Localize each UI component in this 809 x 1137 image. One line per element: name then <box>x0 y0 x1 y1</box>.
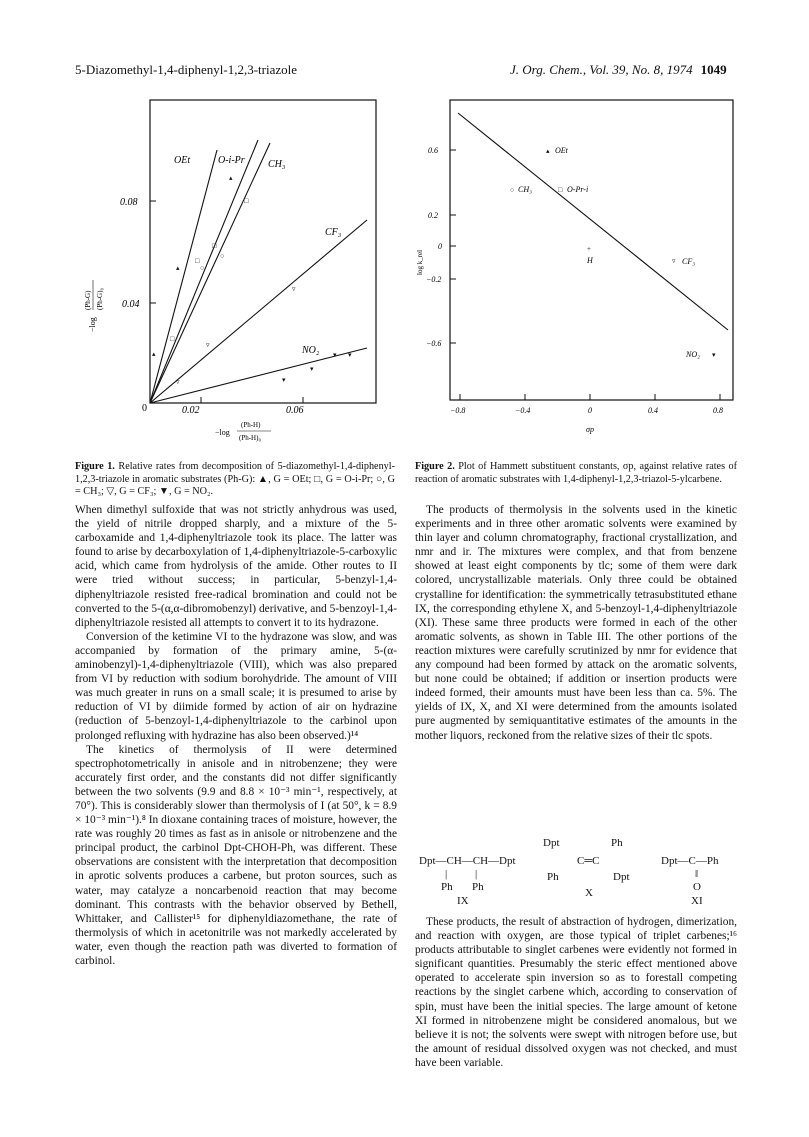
fig1-label-oipr: O-i-Pr <box>218 155 245 166</box>
fig2-label-h: H <box>587 256 593 265</box>
fig2-point: ○ <box>510 186 515 194</box>
paragraph: These products, the result of abstraction of hydrogen, dimerization, and reaction with oxygen, are those typical of triplet carbenes;¹⁶ products attributable to singlet carbenes were evidently not formed in significant quantities. Presumably the steric effect mentioned above operated to accelerate spin inversion so as to forestall competing reactions by the singlet carbene which, according to conservation of spin, must have been the initial species. The large amount of ketone XI formed in nitrobenzene might be considered anomalous, but we believe it is not; the solvents were swept with nitrogen before use, but the amount of residual dissolved oxygen was not checked, and must have been variable. <box>415 916 737 1069</box>
x-label: X <box>585 887 593 899</box>
fig1-xlabel-prefix: −log <box>215 428 230 437</box>
x-dpt-1: Dpt <box>543 837 560 849</box>
fig1-point: ▴ <box>229 174 233 182</box>
fig2-regression-line <box>458 113 728 330</box>
fig2-caption-label: Figure 2. <box>415 461 455 472</box>
fig1-ylabel-prefix: −log <box>88 317 97 332</box>
running-title: 5-Diazomethyl-1,4-diphenyl-1,2,3-triazole <box>75 62 298 77</box>
paragraph: When dimethyl sulfoxide that was not strictly anhydrous was used, the yield of nitrile dropped sharply, and a mixture of the 5-carboxamide and 1,4-diphenyltriazole took its place. The latter was found to arise by decarboxylation of 1,4-diphenyltriazole-5-carboxylic acid, which came from hydrolysis of the amide. Other routes to II were tried without success; in particular, 5-benzyl-1,4-diphenyltriazole resisted free-radical bromination and could not be converted to the 5-(α,α-dibromobenzyl) derivative, and 5-benzoyl-1,4-diphenyltriazole resisted all attempts to convert it to its hydrazone. <box>75 504 397 629</box>
fig1-label-ch3: CH₃ <box>268 159 286 170</box>
figure-1-plot <box>70 95 400 455</box>
xi-formula: Dpt—C—Ph <box>661 855 719 867</box>
fig1-origin: 0 <box>142 403 147 414</box>
fig1-ylabel-top: (Ph-G) <box>84 290 92 310</box>
fig1-point: ▿ <box>292 285 296 293</box>
fig1-point: ○ <box>200 264 205 272</box>
fig2-point: ▴ <box>546 147 550 155</box>
ix-ph-2: Ph <box>472 881 484 893</box>
fig1-point: ▾ <box>348 351 352 359</box>
fig2-label-oet: OEt <box>555 146 568 155</box>
fig1-ytick-label: 0.08 <box>120 197 138 208</box>
xi-label: XI <box>691 895 703 907</box>
xi-o: O <box>693 881 701 893</box>
x-center: C═C <box>577 855 600 867</box>
left-column <box>75 503 397 968</box>
fig2-xtick-label: 0 <box>588 406 592 415</box>
fig2-ytick-label: 0.2 <box>428 211 438 220</box>
fig2-point: ▾ <box>712 351 716 359</box>
fig2-ytick-label: 0 <box>438 242 442 251</box>
fig1-point: □ <box>244 197 249 205</box>
x-dpt-2: Dpt <box>613 871 630 883</box>
fig1-point: ▿ <box>176 378 180 386</box>
fig1-point: ▾ <box>310 365 314 373</box>
right-column-top <box>415 503 737 743</box>
figure-2-caption <box>415 461 737 486</box>
fig1-point: ▴ <box>152 350 156 358</box>
fig1-xlabel <box>215 421 271 442</box>
fig2-xtick-label: 0.4 <box>648 406 658 415</box>
fig2-xlabel: σp <box>586 425 594 434</box>
fig1-points <box>152 174 352 386</box>
ix-formula: Dpt—CH—CH—Dpt <box>419 855 516 867</box>
fig1-xlabel-top: (Ph-H) <box>241 421 261 429</box>
figure-2 <box>410 95 740 455</box>
fig1-caption-label: Figure 1. <box>75 461 115 472</box>
fig2-ytick-label: −0.6 <box>426 339 442 348</box>
fig1-label-oet: OEt <box>174 155 191 166</box>
structures-ix-x-xi: Dpt—CH—CH—Dpt | | Ph Ph IX Dpt Ph C═C Ph Dpt X Dpt—C—Ph ‖ O XI <box>419 837 719 907</box>
fig1-ylabel <box>84 280 104 332</box>
fig2-label-opri: O-Pr-i <box>567 185 589 194</box>
paragraph: The kinetics of thermolysis of II were determined spectrophotometrically in anisole and in nitrobenzene; they were accurately first order, and the constants did not differ significantly between the two solvents (9.9 and 8.8 × 10⁻³ min⁻¹, respectively, at 70°). This is considerably slower than thermolysis of I (at 50°, k = 8.9 × 10⁻³ min⁻¹).⁸ In dioxane containing traces of moisture, however, the rate was roughly 20 times as fast as in anisole or nitrobenzene and the principal product, the carbinol Dpt-CHOH-Ph, was different. These observations are consistent with the interpretation that decomposition in aprotic solvents produces a carbene, but proton sources, such as water, may catalyze a noncarbenoid reaction that may become dominant. This contrasts with the behavior observed by Bethell, Whittaker, and Callister¹⁵ for diphenyldiazomethane, the rate of thermolysis of which in acetonitrile was not markedly accelerated by water, even though the reaction path was diverted to formation of carbinol. <box>75 743 397 967</box>
fig1-point: ▴ <box>176 264 180 272</box>
fig1-label-no2: NO₂ <box>302 345 320 356</box>
fig2-xtick-label: −0.4 <box>515 406 531 415</box>
fig1-caption-text: Relative rates from decomposition of 5-diazomethyl-1,4-diphenyl-1,2,3-triazole in aromatic substrates (Ph-G): ▲, G = OEt; □, G = O-i-Pr; ○, G = CH₃; ▽, G = CF₃; ▼, G = NO₂. <box>75 461 395 497</box>
fig2-point: □ <box>558 186 563 194</box>
fig1-line-oet <box>150 150 217 403</box>
fig2-label-ch3: CH₃ <box>518 185 532 194</box>
fig2-label-no2: NO₂ <box>686 350 700 359</box>
fig1-point: ▾ <box>282 376 286 384</box>
fig1-xtick-label: 0.02 <box>182 405 200 416</box>
paragraph: The products of thermolysis in the solvents used in the kinetic experiments and in three other aromatic solvents were examined by thin layer and column chromatography, fractional crystallization, and nmr and ir. The mixtures were complex, and that from benzene showed at least eight components by tlc; some of them were dark colored, uncrystallizable materials. Only three could be obtained crystalline for identification: the symmetrically tetrasubstituted ethane IX, the corresponding ethylene X, and 5-benzoyl-1,4-diphenyltriazole (XI). These same three products were formed in each of the other aromatic solvents, as shown in Table III. The other portions of the reaction mixtures were carefully scrutinized by nmr for evidence that any compound had been formed by attack on the aromatic solvents, but none could be obtained; if addition or insertion products were indeed formed, their amounts must have been less than ca. 5%. The yields of IX, X, and XI were determined from the amounts isolated pure augmented by semiquantitative estimates of the amounts in the mother liquors, reckoned from the relative sizes of their tlc spots. <box>415 504 737 742</box>
fig2-ytick-label: −0.2 <box>426 275 442 284</box>
fig1-point: ○ <box>220 252 225 260</box>
fig1-frame <box>150 100 376 403</box>
fig1-point: □ <box>195 257 200 265</box>
fig1-point: ▾ <box>333 351 337 359</box>
ix-ph-1: Ph <box>441 881 453 893</box>
figure-2-plot <box>410 95 740 455</box>
fig2-ylabel: log k_rel <box>416 249 424 275</box>
journal-name: J. Org. Chem., Vol. 39, No. 8, 1974 <box>510 62 693 77</box>
fig1-point: □ <box>170 335 175 343</box>
fig2-point: + <box>587 245 591 253</box>
fig1-ylabel-bottom: (Ph-G)₀ <box>96 288 104 310</box>
fig2-xtick-label: −0.8 <box>450 406 466 415</box>
fig1-ytick-label: 0.04 <box>122 299 140 310</box>
fig1-xtick-label: 0.06 <box>286 405 304 416</box>
fig2-ytick-label: 0.6 <box>428 146 438 155</box>
fig2-point: ▿ <box>672 257 676 265</box>
fig1-line-ch3 <box>150 143 270 403</box>
fig2-caption-text: Plot of Hammett substituent constants, σp, against relative rates of reaction of aromatic substrates with 1,4-diphenyl-1,2,3-triazol-5-ylcarbene. <box>415 461 737 485</box>
ix-label: IX <box>457 895 469 907</box>
page-number: 1049 <box>700 62 727 77</box>
fig1-point: □ <box>212 242 217 250</box>
x-ph-2: Ph <box>547 871 559 883</box>
fig2-label-cf3: CF₃ <box>682 257 696 266</box>
figure-1-caption <box>75 461 395 499</box>
figure-1 <box>70 95 400 455</box>
paragraph: Conversion of the ketimine VI to the hydrazone was slow, and was accompanied by formation of the primary amine, 5-(α-aminobenzyl)-1,4-diphenyltriazole (VIII), which was also prepared from VI by reduction with sodium borohydride. The amount of VIII was much greater in runs on a small scale; it is presumed to arise by reduction of VI by diimide formed by action of air on hydrazine (reduction of 5-benzoyl-1,4-diphenyltriazole to the carbinol upon prolonged refluxing with hydrazine has also been observed.)¹⁴ <box>75 630 397 742</box>
fig1-label-cf3: CF₃ <box>325 227 342 238</box>
fig1-point: ▿ <box>206 341 210 349</box>
fig1-xlabel-bottom: (Ph-H)₀ <box>239 434 261 442</box>
fig2-points <box>510 147 716 359</box>
journal-citation <box>510 62 727 78</box>
fig2-xtick-label: 0.8 <box>713 406 723 415</box>
x-ph-1: Ph <box>611 837 623 849</box>
right-column-bottom <box>415 915 737 1070</box>
